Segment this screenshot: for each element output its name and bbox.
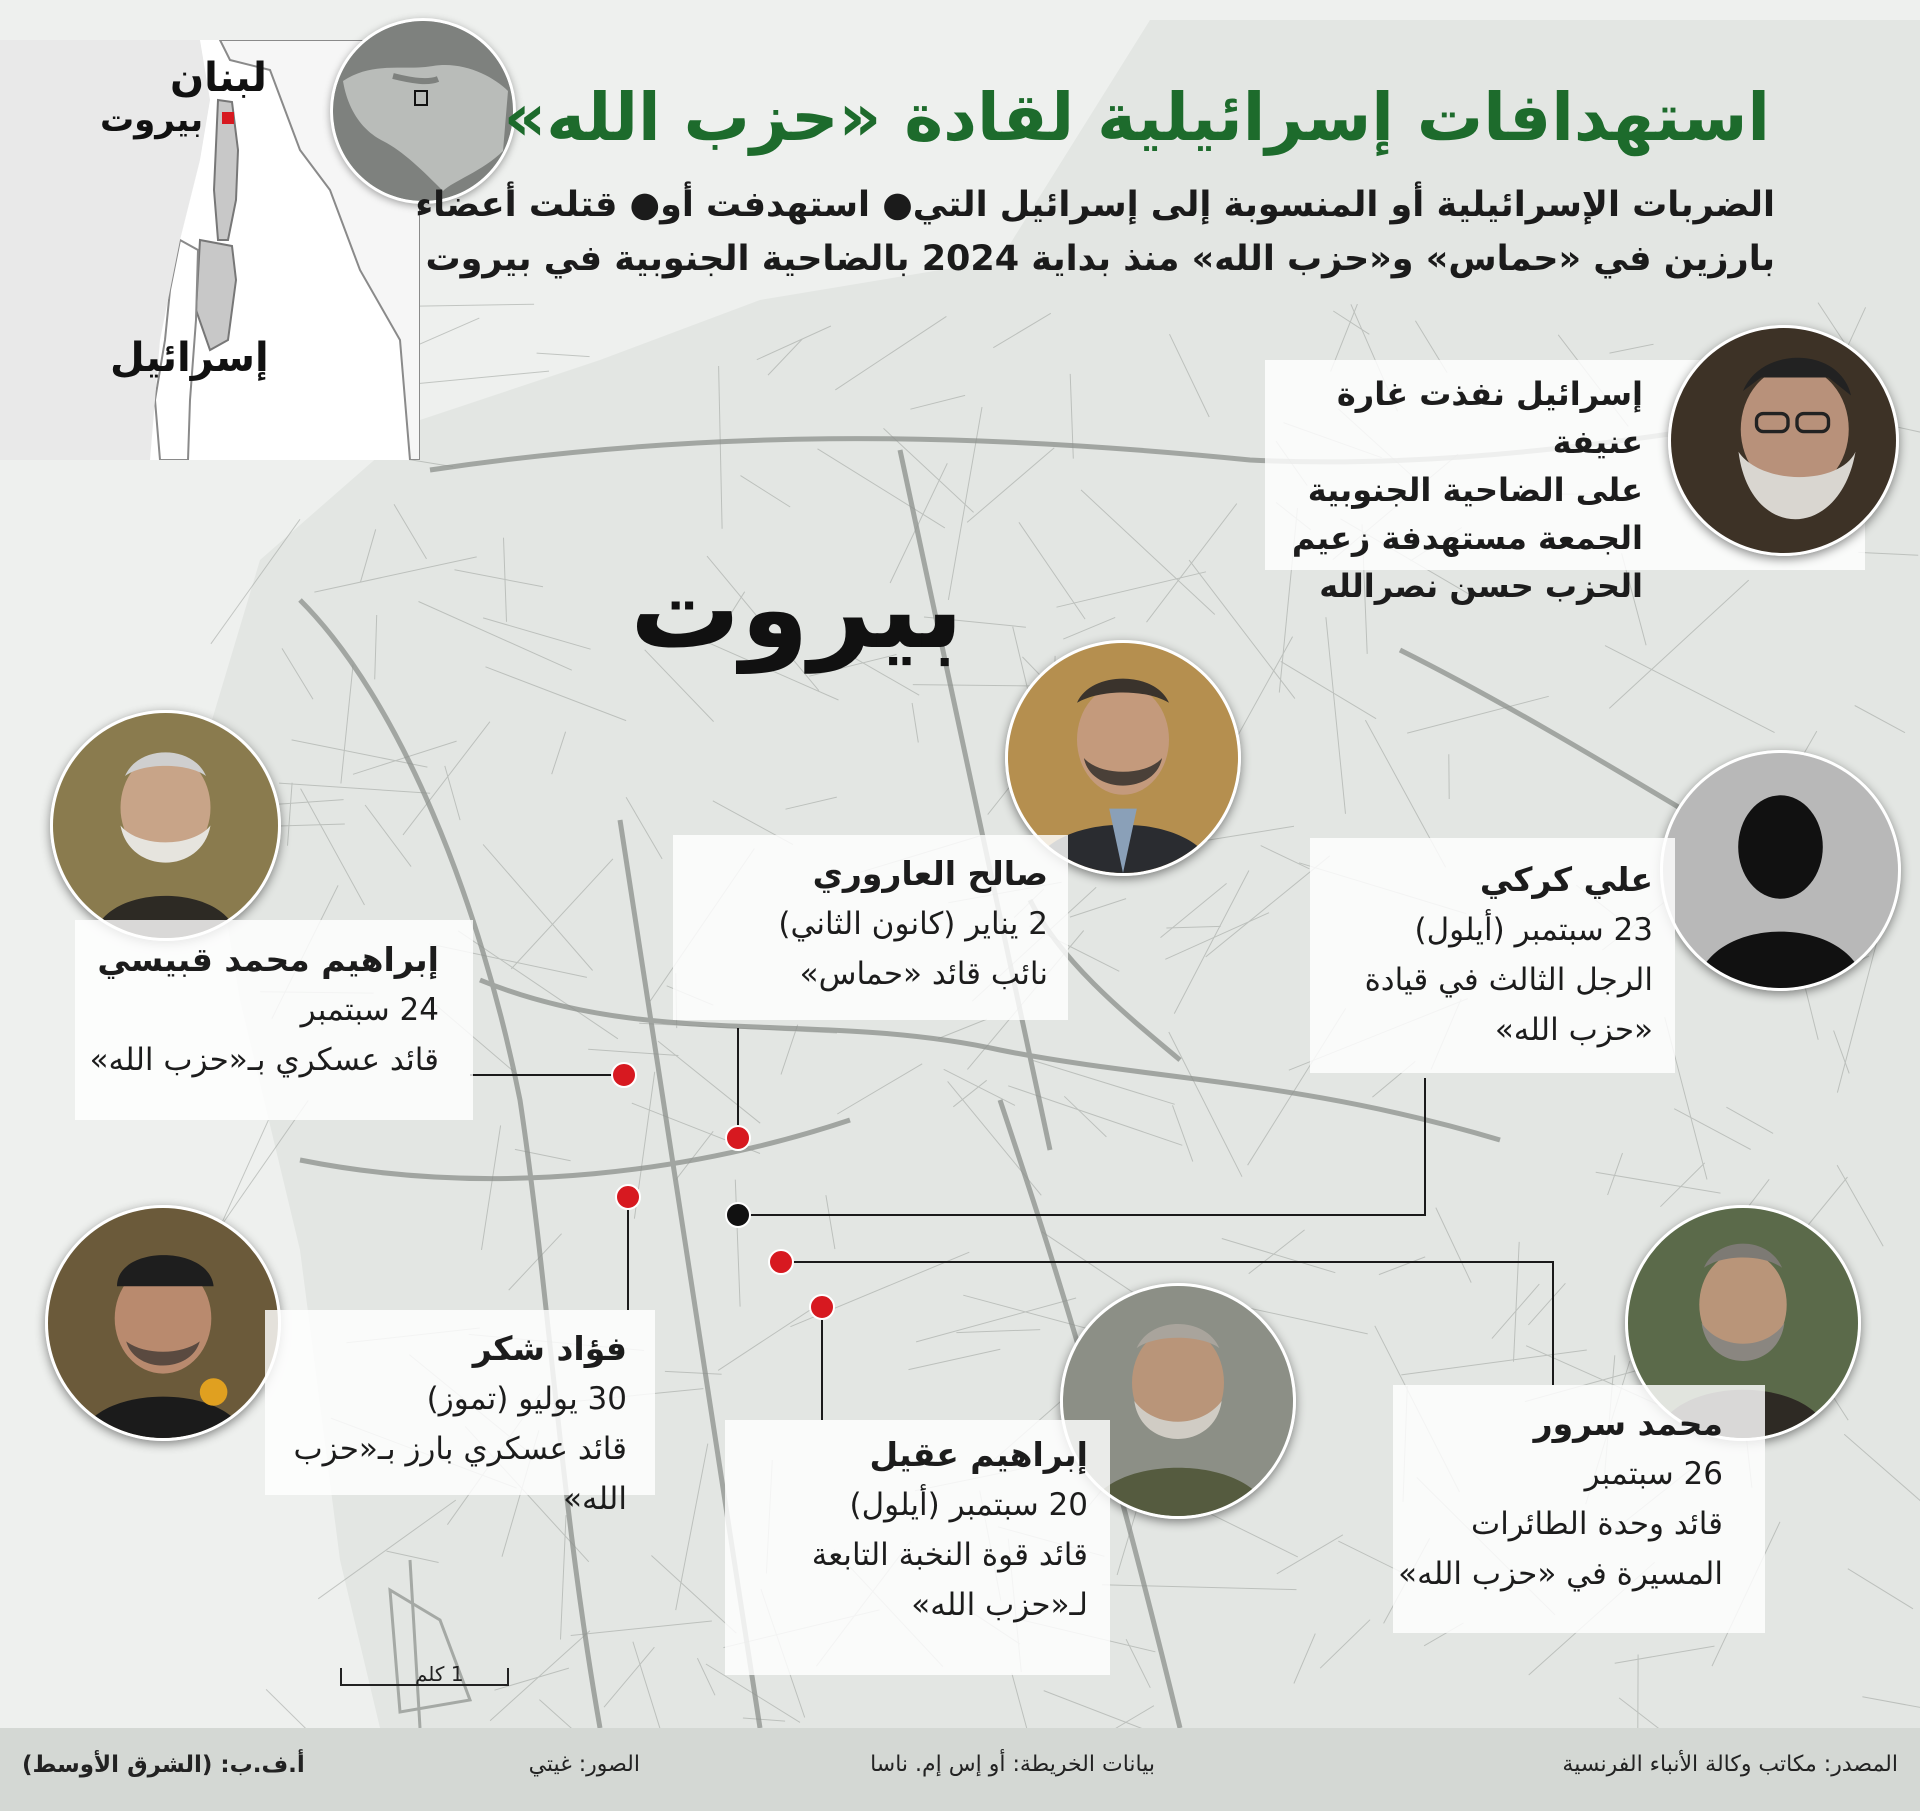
subtitle-line-1: الضربات الإسرائيلية أو المنسوبة إلى إسرائيل التي● استهدفت أو● قتلت أعضاء — [415, 185, 1775, 225]
footer-credit-prefix: أ.ف.ب: — [220, 1752, 305, 1778]
srour-name: محمد سرور — [1533, 1404, 1723, 1443]
arouri-card — [673, 835, 1068, 1020]
arouri-date: 2 يناير (كانون الثاني) — [778, 906, 1048, 942]
strike-marker-srour — [768, 1249, 794, 1275]
shukr-name: فؤاد شكر — [472, 1329, 627, 1368]
footer-photos: الصور: غيتي — [528, 1752, 640, 1777]
karaki-photo — [1660, 750, 1901, 991]
inset-capital-label: بيروت — [100, 100, 204, 140]
srour-card — [1393, 1385, 1765, 1633]
strike-marker-shukr — [615, 1184, 641, 1210]
strike-marker-karaki — [725, 1202, 751, 1228]
footer-map-data: بيانات الخريطة: أو إس إم. ناسا — [870, 1752, 1155, 1777]
subtitle-line-2: بارزين في «حماس» و«حزب الله» منذ بداية 2024 بالضاحية الجنوبية في بيروت — [425, 239, 1775, 279]
karaki-name: علي كركي — [1479, 860, 1653, 899]
aqil-role-line-1: قائد قوة النخبة التابعة — [811, 1537, 1088, 1573]
karaki-role-line-2: «حزب الله» — [1494, 1012, 1653, 1048]
nasrallah-line-4: الحزب حسن نصرالله — [1319, 567, 1643, 605]
page-title: استهدافات إسرائيلية لقادة «حزب الله» — [503, 79, 1770, 156]
qubaisi-date: 24 سبتمبر — [300, 992, 439, 1028]
scale-label: 1 كلم — [415, 1662, 464, 1686]
inset-neighbor-label: إسرائيل — [110, 335, 269, 381]
city-label: بيروت — [630, 545, 964, 673]
silhouette-icon — [1663, 753, 1898, 988]
footer-source: المصدر: مكاتب وكالة الأنباء الفرنسية — [1562, 1752, 1898, 1777]
qubaisi-card — [75, 920, 473, 1120]
srour-role-line-2: المسيرة في «حزب الله» — [1398, 1556, 1723, 1592]
srour-date: 26 سبتمبر — [1584, 1456, 1723, 1492]
line-karaki — [738, 1078, 1425, 1215]
aqil-role-line-2: لـ«حزب الله» — [911, 1587, 1088, 1623]
footer-credit — [22, 1752, 305, 1778]
karaki-date: 23 سبتمبر (أيلول) — [1414, 912, 1653, 948]
shukr-card — [265, 1310, 655, 1517]
qubaisi-name: إبراهيم محمد قبيسي — [97, 940, 439, 979]
footer-credit-name: (الشرق الأوسط) — [22, 1752, 213, 1778]
nasrallah-line-1: إسرائيل نفذت غارة عنيفة — [1336, 375, 1643, 461]
nasrallah-photo — [1668, 325, 1899, 556]
footer-bar — [0, 1728, 1920, 1811]
qubaisi-photo — [50, 710, 281, 941]
strike-marker-arouri — [725, 1125, 751, 1151]
inset-country-label: لبنان — [170, 55, 267, 101]
qubaisi-role: قائد عسكري بـ«حزب الله» — [89, 1042, 439, 1078]
strike-marker-aqil — [809, 1294, 835, 1320]
nasrallah-line-2: على الضاحية الجنوبية — [1307, 471, 1643, 509]
strike-marker-qubaisi — [611, 1062, 637, 1088]
shukr-date: 30 يوليو (تموز) — [426, 1381, 627, 1417]
aqil-date: 20 سبتمبر (أيلول) — [849, 1487, 1088, 1523]
shukr-photo — [45, 1205, 281, 1441]
aqil-name: إبراهيم عقيل — [869, 1435, 1088, 1474]
arouri-name: صالح العاروري — [812, 854, 1048, 893]
aqil-card — [725, 1420, 1110, 1675]
arouri-role: نائب قائد «حماس» — [799, 956, 1048, 992]
shukr-role: قائد عسكري بارز بـ«حزب الله» — [293, 1431, 627, 1517]
nasrallah-line-3: الجمعة مستهدفة زعيم — [1291, 519, 1643, 557]
karaki-role-line-1: الرجل الثالث في قيادة — [1364, 962, 1653, 998]
karaki-card — [1310, 838, 1675, 1073]
srour-role-line-1: قائد وحدة الطائرات — [1471, 1506, 1723, 1542]
